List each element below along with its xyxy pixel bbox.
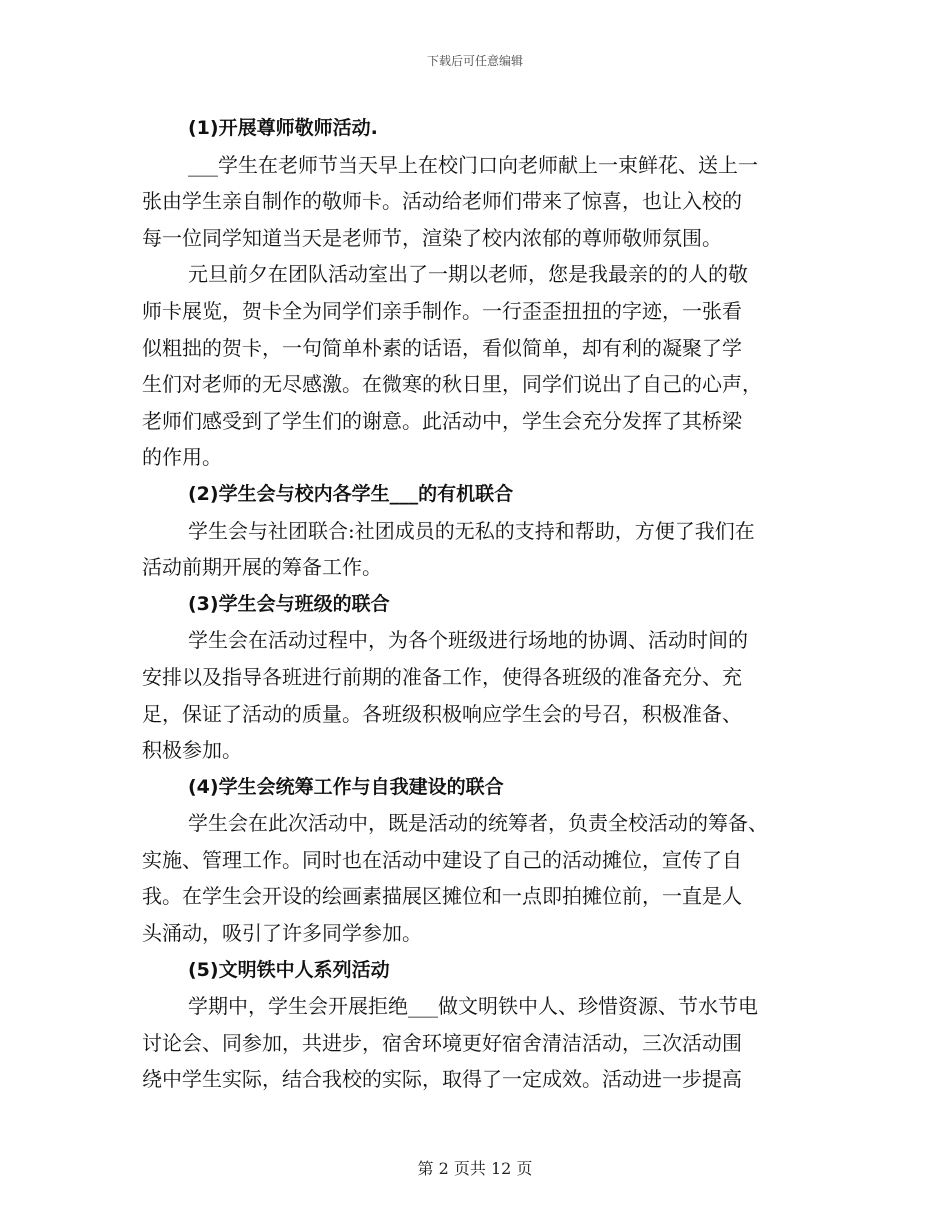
- document-body: [142, 110, 810, 1098]
- paragraph-line: 老师们感受到了学生们的谢意。此活动中，学生会充分发挥了其桥梁: [142, 408, 742, 433]
- paragraph-line: 讨论会、同参加，共进步，宿舍环境更好宿舍清洁活动，三次活动围: [142, 1030, 742, 1055]
- paragraph-line: 实施、管理工作。同时也在活动中建设了自己的活动摊位，宣传了自: [142, 847, 742, 872]
- paragraph-line: 生们对老师的无尽感激。在微寒的秋日里，同学们说出了自己的心声，: [142, 372, 762, 397]
- page-header: 下载后可任意编辑: [426, 54, 523, 68]
- paragraph-line: 活动前期开展的筹备工作。: [142, 555, 382, 580]
- paragraph-line: 我。在学生会开设的绘画素描展区摊位和一点即拍摊位前，一直是人: [142, 884, 742, 909]
- section-heading-3: (3)学生会与班级的联合: [188, 592, 390, 615]
- paragraph-line: 学生会在活动过程中，为各个班级进行场地的协调、活动时间的: [188, 628, 748, 653]
- paragraph-line: 元旦前夕在团队活动室出了一期以老师，您是我最亲的的人的敬: [188, 262, 748, 287]
- section-heading-1: (1)开展尊师敬师活动.: [188, 117, 378, 139]
- paragraph-line: 绕中学生实际，结合我校的实际，取得了一定成效。活动进一步提高: [142, 1067, 742, 1092]
- paragraph-line: 学生会在此次活动中，既是活动的统筹者，负责全校活动的筹备、: [188, 811, 768, 836]
- section-heading-4: (4)学生会统筹工作与自我建设的联合: [188, 775, 504, 798]
- paragraph-line: 学生会与社团联合:社团成员的无私的支持和帮助，方便了我们在: [188, 518, 755, 543]
- paragraph-line: ___学生在老师节当天早上在校门口向老师献上一束鲜花、送上一: [188, 152, 758, 177]
- paragraph-line: 师卡展览，贺卡全为同学们亲手制作。一行歪歪扭扭的字迹，一张看: [142, 298, 742, 323]
- paragraph-line: 似粗拙的贺卡，一句简单朴素的话语，看似简单，却有利的凝聚了学: [142, 335, 742, 360]
- section-heading-2: (2)学生会与校内各学生___的有机联合: [188, 482, 514, 505]
- page-footer: 第 2 页共 12 页: [417, 1159, 533, 1178]
- paragraph-line: 张由学生亲自制作的敬师卡。活动给老师们带来了惊喜，也让入校的: [142, 189, 742, 214]
- paragraph-line: 学期中，学生会开展拒绝___做文明铁中人、珍惜资源、节水节电: [188, 994, 758, 1019]
- paragraph-line: 的作用。: [142, 445, 222, 470]
- paragraph-line: 安排以及指导各班进行前期的准备工作，使得各班级的准备充分、充: [142, 664, 742, 689]
- paragraph-line: 积极参加。: [142, 738, 242, 763]
- section-heading-5: (5)文明铁中人系列活动: [188, 958, 390, 981]
- paragraph-line: 足，保证了活动的质量。各班级积极响应学生会的号召，积极准备、: [142, 701, 742, 726]
- paragraph-line: 每一位同学知道当天是老师节，渲染了校内浓郁的尊师敬师氛围。: [142, 225, 722, 250]
- paragraph-line: 头涌动，吸引了许多同学参加。: [142, 921, 422, 946]
